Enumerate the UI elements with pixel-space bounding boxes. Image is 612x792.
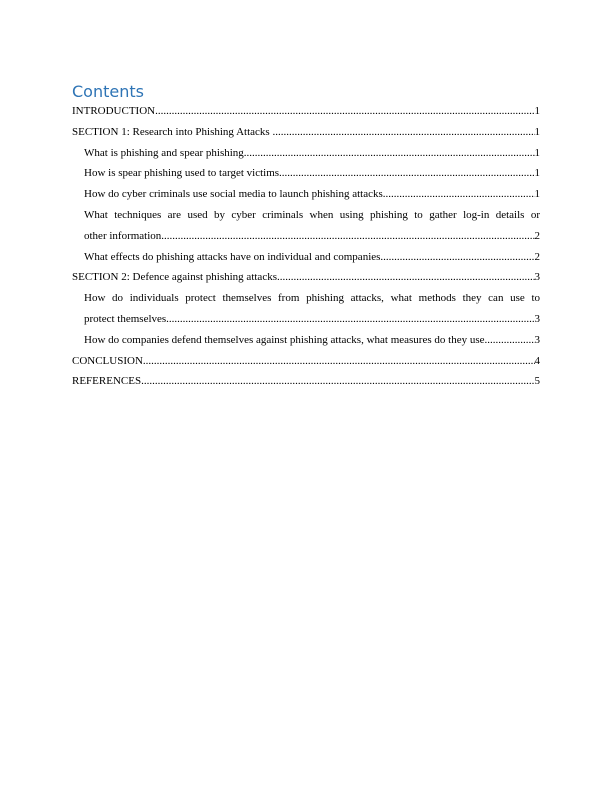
toc-entry-page: 2 [534,250,540,263]
dot-leader [166,309,534,330]
dot-leader [487,330,534,351]
dot-leader [143,351,535,372]
toc-entry-page: 1 [534,146,540,159]
toc-entry-label: INTRODUCTION [72,105,156,117]
toc-entry-label: REFERENCES [72,375,142,388]
toc-entry-section-2[interactable] [72,267,540,288]
toc-entry-label: What effects do phishing attacks have on individual and companies [84,250,381,263]
dot-leader [244,143,535,164]
toc-entry-page: 5 [534,375,540,388]
toc-entry-companies-defend[interactable] [72,330,540,351]
dot-leader [155,101,534,122]
toc-entry-page: 2 [534,229,540,242]
toc-entry-page: 4 [534,354,540,367]
table-of-contents [72,101,540,392]
toc-entry-page: 3 [534,271,540,284]
toc-entry-page: 1 [534,105,540,117]
toc-entry-label-line2: other information [84,229,162,242]
toc-entry-what-is-phishing[interactable] [72,143,540,164]
toc-entry-effects[interactable] [72,247,540,268]
toc-heading: Contents [72,82,144,101]
toc-entry-introduction[interactable] [72,101,540,122]
toc-entry-label: How do companies defend themselves against phishing attacks, what measures do they use. [84,333,488,346]
toc-entry-label: How do cyber criminals use social media to launch phishing attacks [84,188,383,201]
toc-entry-label-line1: How do individuals protect themselves from phishing attacks, what methods they can use to [84,292,540,305]
toc-entry-page: 1 [534,167,540,180]
toc-entry-label: CONCLUSION [72,354,143,367]
toc-entry-social-media[interactable] [72,184,540,205]
dot-leader [272,122,534,143]
toc-entry-page: 3 [534,312,540,325]
dot-leader [279,163,534,184]
toc-entry-label: What is phishing and spear phishing [84,146,244,159]
dot-leader [141,371,534,392]
toc-entry-section-1[interactable] [72,122,540,143]
dot-leader [380,247,534,268]
toc-entry-label: How is spear phishing used to target victims [84,167,280,180]
toc-entry-conclusion[interactable] [72,351,540,372]
toc-entry-page: 3 [534,333,540,346]
toc-entry-references[interactable] [72,371,540,392]
toc-entry-label: SECTION 1: Research into Phishing Attacks [72,125,273,138]
toc-entry-label: SECTION 2: Defence against phishing attacks [72,271,277,284]
toc-entry-page: 1 [534,125,540,138]
dot-leader [277,267,535,288]
dot-leader [383,184,535,205]
toc-entry-spear-phishing-victims[interactable] [72,163,540,184]
dot-leader [161,226,534,247]
toc-entry-label-line2: protect themselves [84,312,167,325]
toc-entry-techniques[interactable] [72,205,540,247]
toc-entry-page: 1 [534,188,540,201]
toc-entry-label-line1: What techniques are used by cyber criminals when using phishing to gather log-in details or [84,208,540,221]
toc-entry-individuals-protect[interactable] [72,288,540,330]
